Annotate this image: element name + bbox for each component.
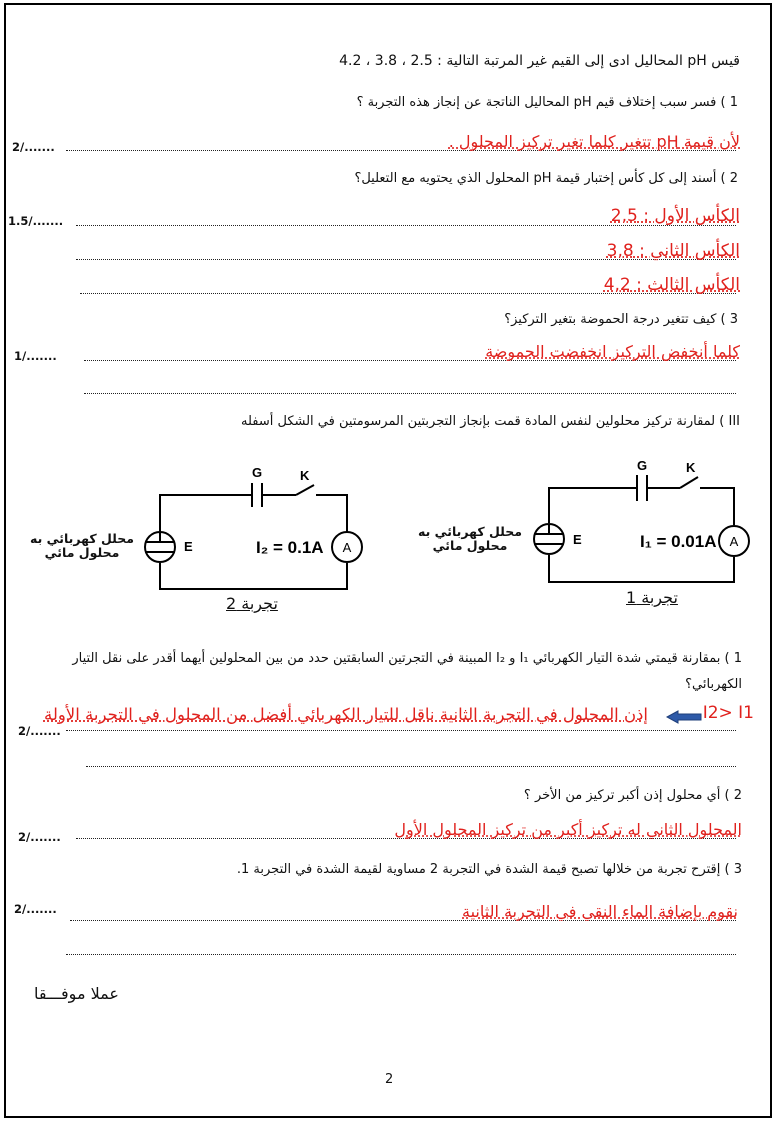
electrode-e-label: E <box>184 539 193 554</box>
part3-question-3: 3 ) إقترح تجربة من خلالها تصبح قيمة الشدة في التجربة 2 مساوية لقيمة الشدة في التجربة 1. <box>236 862 742 877</box>
caption-experiment-2: تجربة 2 <box>226 594 278 613</box>
answer-p2: المحلول الثاني له تركيز أكبر من تركيز المحلول الأول <box>394 820 742 839</box>
circuit-experiment-1 <box>534 475 749 582</box>
answer-line <box>84 393 736 394</box>
score-q2: 1.5/....... <box>8 214 64 228</box>
electrode-e-label: E <box>573 532 582 547</box>
ammeter-symbol: A <box>729 534 739 549</box>
part3-question-2: 2 ) أي محلول إذن أكبر تركيز من الأخر ؟ <box>523 788 742 803</box>
answer-q1: لأن قيمة pH تتغير كلما تغير تركيز المحلول . <box>448 132 740 151</box>
answer-line <box>66 730 736 731</box>
part3-question-1-line1: 1 ) بمقارنة قيمتي شدة التيار الكهربائي I₁ و I₂ المبينة في التجرتين السابقتين حدد من بين المحلولين أيهما أقدر على نقل التيار <box>72 651 742 666</box>
answer-line <box>66 954 736 955</box>
intro-text: قيس pH المحاليل ادى إلى القيم غير المرتبة التالية : 2.5 ، 3.8 ، 4.2 <box>339 53 740 69</box>
switch-g-label: G <box>637 458 648 473</box>
question-2: 2 ) أسند إلى كل كأس إختبار قيمة pH المحلول الذي يحتويه مع التعليل؟ <box>354 171 738 186</box>
score-p2: 2/....... <box>18 830 61 844</box>
switch-k-label: K <box>300 468 310 483</box>
relation-i2-gt-i1: I2> I1 <box>702 703 754 723</box>
score-p3: 2/....... <box>14 902 57 916</box>
answer-q2-cup1: الكأس الأول : 2,5 <box>610 206 740 226</box>
answer-line <box>86 766 736 767</box>
switch-g-label: G <box>252 465 263 480</box>
score-q3: 1/....... <box>14 349 57 363</box>
circuit-experiment-2 <box>145 483 362 589</box>
part-3-intro: III ) لمقارنة تركيز محلولين لنفس المادة قمت بإنجاز التجربتين المرسومتين في الشكل أسفله <box>240 414 740 429</box>
page-number: 2 <box>385 1072 394 1087</box>
current-i1-label: I₁ = 0.01A <box>640 532 717 551</box>
score-q1: 2/....... <box>12 140 55 154</box>
question-1: 1 ) فسر سبب إختلاف قيم pH المحاليل الناتجة عن إنجاز هذه التجربة ؟ <box>356 95 738 110</box>
question-3: 3 ) كيف تتغير درجة الحموضة بتغير التركيز؟ <box>504 312 738 327</box>
answer-p1: إذن المحلول في التجربة الثانية ناقل للتيار الكهربائي أفضل من المحلول في التجربة الأولة <box>43 705 648 724</box>
ammeter-symbol: A <box>342 540 352 555</box>
part3-question-1-line2: الكهربائي؟ <box>685 677 742 692</box>
arrow-icon <box>666 709 702 723</box>
answer-q3: كلما أنخفض التركيز انخفضت الحموضة <box>485 342 740 361</box>
answer-q2-cup2: الكأس الثاني : 3,8 <box>606 241 740 261</box>
answer-p3: نقوم بإضافة الماء النقي في التجربة الثانية <box>462 902 738 921</box>
switch-k-label: K <box>686 460 696 475</box>
closing-text: عملا موفـــقا <box>34 984 119 1003</box>
electrolyte-label-right: محلل كهربائي به محلول مائي <box>417 524 522 553</box>
score-p1: 2/....... <box>18 724 61 738</box>
answer-q2-cup3: الكأس الثالث : 4,2 <box>603 275 740 295</box>
caption-experiment-1: تجربة 1 <box>626 588 678 607</box>
electrolyte-label-left: محلل كهربائي به محلول مائي <box>29 531 134 560</box>
current-i2-label: I₂ = 0.1A <box>256 538 324 557</box>
